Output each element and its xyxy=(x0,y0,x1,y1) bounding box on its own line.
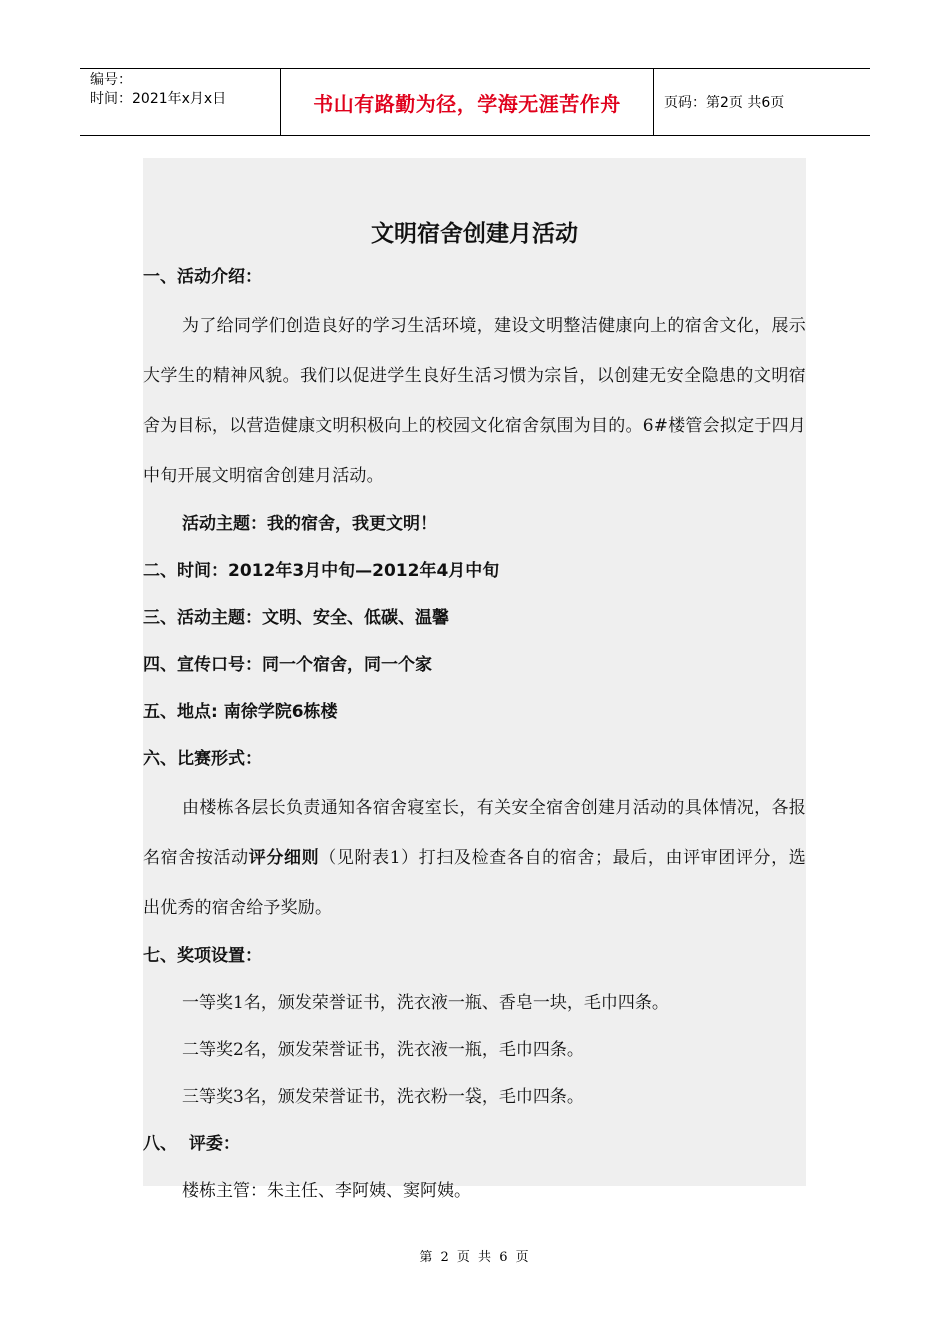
scoring-rules-text: 评分细则 xyxy=(248,848,320,868)
section-6-paragraph xyxy=(143,783,806,933)
page-header xyxy=(80,68,870,136)
section-6-text-pre: 由楼栋各层长负责通知各宿舍寝室长，有关安全宿舍创建月活动的具体情况，各报名宿舍按活动 xyxy=(143,798,806,868)
section-2-time: 二、时间：2012年3月中旬—2012年4月中旬 xyxy=(143,561,500,581)
time-label: 时间：2021年x月x日 xyxy=(90,91,227,107)
judges-line: 楼栋主管：朱主任、李阿姨、窦阿姨。 xyxy=(182,1181,471,1201)
prize-first: 一等奖1名，颁发荣誉证书，洗衣液一瓶、香皂一块，毛巾四条。 xyxy=(182,993,669,1013)
section-7-heading: 七、奖项设置： xyxy=(143,946,262,966)
prize-second: 二等奖2名，颁发荣誉证书，洗衣液一瓶，毛巾四条。 xyxy=(182,1040,584,1060)
section-6-heading: 六、比赛形式： xyxy=(143,749,262,769)
activity-theme-line: 活动主题：我的宿舍，我更文明！ xyxy=(182,514,437,534)
page-footer: 第 2 页 共 6 页 xyxy=(419,1250,531,1265)
document-body xyxy=(143,158,806,1201)
section-1-heading: 一、活动介绍： xyxy=(143,267,262,287)
section-1-paragraph: 为了给同学们创造良好的学习生活环境，建设文明整洁健康向上的宿舍文化，展示大学生的精神风貌。我们以促进学生良好生活习惯为宗旨，以创建无安全隐患的文明宿舍为目标，以营造健康文明积极向上的校园文化宿舍氛围为目的。6#楼管会拟定于四月中旬开展文明宿舍创建月活动。 xyxy=(143,316,806,486)
document-title: 文明宿舍创建月活动 xyxy=(371,221,578,247)
header-page-info: 页码：第2页 共6页 xyxy=(664,95,785,111)
section-6-text-post: （见附表1）打扫及检查各自的宿舍；最后，由评审团评分，选出优秀的宿舍给予奖励。 xyxy=(143,848,806,918)
header-meta xyxy=(80,69,281,135)
prize-third: 三等奖3名，颁发荣誉证书，洗衣粉一袋，毛巾四条。 xyxy=(182,1087,584,1107)
header-motto: 书山有路勤为径，学海无涯苦作舟 xyxy=(281,69,654,135)
section-5-location: 五、地点: 南徐学院6栋楼 xyxy=(143,702,338,722)
section-8-heading: 八、 评委： xyxy=(143,1134,240,1154)
section-4-slogan: 四、宣传口号：同一个宿舍，同一个家 xyxy=(143,655,432,675)
section-3-theme: 三、活动主题：文明、安全、低碳、温馨 xyxy=(143,608,449,628)
number-label: 编号： xyxy=(90,72,132,88)
